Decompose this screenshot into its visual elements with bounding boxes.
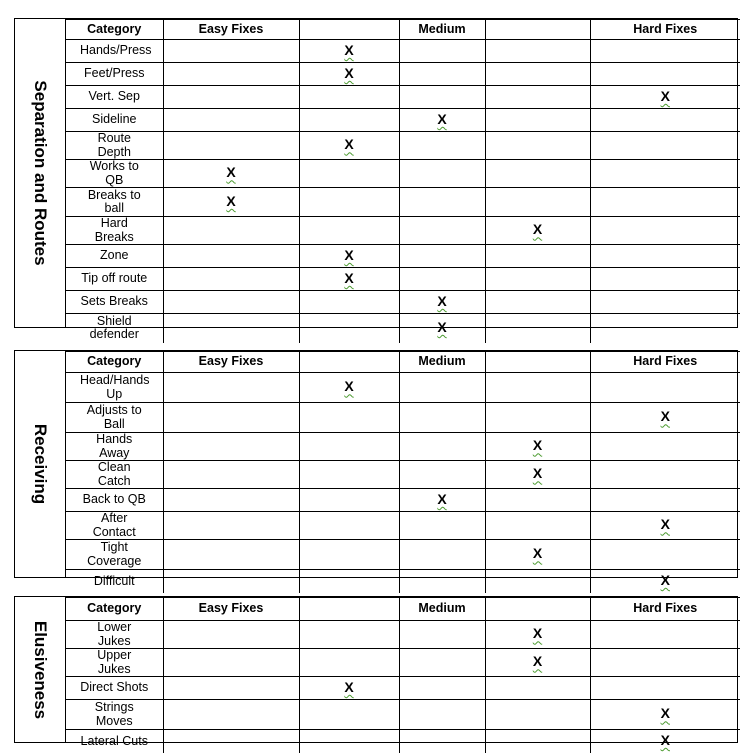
- rating-cell: [299, 217, 399, 245]
- category-cell: Sideline: [66, 109, 163, 132]
- rating-cell: [299, 86, 399, 109]
- rating-cell: [163, 403, 299, 433]
- rating-cell: [163, 489, 299, 512]
- rating-cell: [590, 268, 740, 291]
- rating-cell: [163, 700, 299, 730]
- rating-cell: [163, 63, 299, 86]
- category-cell: Lateral Cuts: [66, 730, 163, 753]
- rating-cell: [485, 314, 590, 343]
- rating-cell: [299, 700, 399, 730]
- rating-cell: [485, 489, 590, 512]
- rating-cell: [399, 268, 485, 291]
- rating-cell: [590, 730, 740, 753]
- column-header: Hard Fixes: [590, 20, 740, 40]
- rating-cell: [299, 373, 399, 403]
- check-mark: X: [437, 319, 447, 335]
- table-row: [66, 217, 740, 245]
- category-cell: Route Depth: [66, 132, 163, 160]
- category-cell: Clean Catch: [66, 461, 163, 489]
- rating-cell: [163, 540, 299, 570]
- check-mark: X: [660, 572, 670, 588]
- category-cell: Adjusts to Ball: [66, 403, 163, 433]
- rating-cell: [299, 245, 399, 268]
- rating-cell: [299, 188, 399, 217]
- rating-cell: [485, 570, 590, 593]
- rating-cell: [399, 132, 485, 160]
- category-cell: Hands Away: [66, 433, 163, 461]
- column-header: [299, 352, 399, 373]
- rating-cell: [485, 109, 590, 132]
- rating-cell: [399, 540, 485, 570]
- rating-cell: [399, 461, 485, 489]
- rating-cell: [485, 86, 590, 109]
- table-row: [66, 314, 740, 343]
- rating-cell: [399, 512, 485, 540]
- rating-cell: [399, 188, 485, 217]
- rating-cell: [590, 433, 740, 461]
- check-mark: X: [532, 653, 543, 670]
- rating-cell: [399, 433, 485, 461]
- table-row: [66, 40, 740, 63]
- rating-cell: [590, 649, 740, 677]
- rating-cell: [399, 489, 485, 512]
- rating-cell: [485, 649, 590, 677]
- rating-cell: [485, 700, 590, 730]
- rating-cell: [399, 403, 485, 433]
- rating-cell: [590, 489, 740, 512]
- rating-cell: [299, 132, 399, 160]
- check-mark: X: [532, 437, 543, 454]
- category-cell: Feet/Press: [66, 63, 163, 86]
- table-row: [66, 109, 740, 132]
- category-cell: Upper Jukes: [66, 649, 163, 677]
- rating-cell: [485, 373, 590, 403]
- check-mark: X: [532, 465, 543, 482]
- rating-cell: [163, 570, 299, 593]
- rating-cell: [485, 461, 590, 489]
- category-cell: Difficult: [66, 570, 163, 593]
- rating-cell: [590, 461, 740, 489]
- rating-cell: [163, 109, 299, 132]
- column-header: Hard Fixes: [590, 598, 740, 621]
- rating-cell: [299, 268, 399, 291]
- header-row: [66, 352, 740, 373]
- rating-table: [66, 351, 740, 593]
- check-mark: X: [660, 87, 670, 104]
- rating-cell: [399, 649, 485, 677]
- table-row: [66, 160, 740, 188]
- check-mark: X: [344, 246, 354, 263]
- table-row: [66, 512, 740, 540]
- category-cell: Direct Shots: [66, 677, 163, 700]
- section-title: Elusiveness: [31, 620, 50, 719]
- rating-cell: [163, 461, 299, 489]
- rating-cell: [399, 373, 485, 403]
- check-mark: X: [660, 516, 670, 533]
- rating-table: [66, 597, 740, 753]
- rating-cell: [590, 132, 740, 160]
- check-mark: X: [532, 625, 543, 642]
- table-row: [66, 540, 740, 570]
- column-header: Category: [66, 20, 163, 40]
- column-header: Easy Fixes: [163, 20, 299, 40]
- column-header: Category: [66, 598, 163, 621]
- column-header: [485, 598, 590, 621]
- category-cell: Sets Breaks: [66, 291, 163, 314]
- rating-cell: [299, 403, 399, 433]
- rating-cell: [163, 649, 299, 677]
- category-cell: Breaks to ball: [66, 188, 163, 217]
- rating-cell: [399, 217, 485, 245]
- rating-cell: [590, 403, 740, 433]
- rating-cell: [590, 291, 740, 314]
- table-row: [66, 461, 740, 489]
- column-header: Hard Fixes: [590, 352, 740, 373]
- rating-cell: [299, 314, 399, 343]
- section-title-cell: [15, 351, 66, 577]
- rating-cell: [485, 291, 590, 314]
- table-row: [66, 621, 740, 649]
- table-row: [66, 132, 740, 160]
- rating-cell: [163, 217, 299, 245]
- rating-cell: [485, 245, 590, 268]
- rating-cell: [590, 217, 740, 245]
- category-cell: Tight Coverage: [66, 540, 163, 570]
- rating-cell: [163, 132, 299, 160]
- rating-cell: [485, 730, 590, 753]
- rating-cell: [299, 160, 399, 188]
- check-mark: X: [344, 678, 354, 695]
- table-row: [66, 649, 740, 677]
- category-cell: Head/Hands Up: [66, 373, 163, 403]
- rating-cell: [485, 63, 590, 86]
- rating-cell: [485, 217, 590, 245]
- rating-cell: [485, 403, 590, 433]
- rating-cell: [485, 132, 590, 160]
- table-row: [66, 63, 740, 86]
- rating-cell: [399, 291, 485, 314]
- rating-cell: [485, 268, 590, 291]
- category-cell: Hands/Press: [66, 40, 163, 63]
- check-mark: X: [437, 490, 447, 507]
- category-cell: Vert. Sep: [66, 86, 163, 109]
- rating-cell: [590, 86, 740, 109]
- rating-cell: [590, 373, 740, 403]
- table-row: [66, 489, 740, 512]
- table-row: [66, 245, 740, 268]
- rating-cell: [590, 40, 740, 63]
- rating-cell: [485, 512, 590, 540]
- rating-cell: [399, 245, 485, 268]
- section-title: Receiving: [31, 423, 50, 505]
- table-row: [66, 188, 740, 217]
- rating-cell: [399, 160, 485, 188]
- rating-cell: [485, 433, 590, 461]
- rating-cell: [399, 677, 485, 700]
- rating-cell: [163, 677, 299, 700]
- rating-cell: [399, 570, 485, 593]
- rating-cell: [485, 677, 590, 700]
- column-header: [485, 20, 590, 40]
- check-mark: X: [532, 221, 543, 238]
- table-row: [66, 373, 740, 403]
- table-row: [66, 433, 740, 461]
- category-cell: Shield defender: [66, 314, 163, 343]
- check-mark: X: [660, 705, 670, 722]
- rating-cell: [590, 188, 740, 217]
- rating-cell: [299, 109, 399, 132]
- rating-cell: [399, 730, 485, 753]
- section-1: [14, 350, 738, 588]
- table-row: [66, 570, 740, 593]
- table-row: [66, 700, 740, 730]
- rating-cell: [299, 291, 399, 314]
- check-mark: X: [660, 732, 670, 748]
- rating-cell: [299, 40, 399, 63]
- rating-cell: [299, 512, 399, 540]
- check-mark: X: [344, 136, 354, 153]
- rating-cell: [485, 540, 590, 570]
- check-mark: X: [226, 192, 236, 209]
- section-2: [14, 596, 738, 748]
- rating-cell: [399, 63, 485, 86]
- table-row: [66, 730, 740, 753]
- rating-cell: [299, 63, 399, 86]
- column-header: Medium: [399, 598, 485, 621]
- rating-cell: [299, 461, 399, 489]
- table-row: [66, 86, 740, 109]
- section-title-cell: [15, 597, 66, 742]
- rating-cell: [299, 730, 399, 753]
- rating-cell: [299, 489, 399, 512]
- rating-cell: [163, 433, 299, 461]
- category-cell: Zone: [66, 245, 163, 268]
- rating-cell: [163, 730, 299, 753]
- table-row: [66, 268, 740, 291]
- section-title: Separation and Routes: [31, 80, 50, 266]
- rating-cell: [485, 40, 590, 63]
- check-mark: X: [660, 408, 670, 425]
- column-header: Medium: [399, 20, 485, 40]
- rating-cell: [163, 314, 299, 343]
- rating-cell: [299, 433, 399, 461]
- category-cell: Lower Jukes: [66, 621, 163, 649]
- rating-cell: [163, 40, 299, 63]
- rating-cell: [163, 86, 299, 109]
- rating-cell: [590, 314, 740, 343]
- check-mark: X: [344, 41, 354, 58]
- rating-cell: [590, 63, 740, 86]
- column-header: [485, 352, 590, 373]
- rating-cell: [485, 188, 590, 217]
- column-header: Category: [66, 352, 163, 373]
- rating-cell: [590, 570, 740, 593]
- rating-cell: [299, 570, 399, 593]
- rating-cell: [399, 40, 485, 63]
- rating-cell: [163, 160, 299, 188]
- column-header: [299, 598, 399, 621]
- category-cell: Hard Breaks: [66, 217, 163, 245]
- table-row: [66, 677, 740, 700]
- rating-cell: [299, 649, 399, 677]
- rating-table: [66, 19, 740, 343]
- rating-cell: [399, 109, 485, 132]
- rating-cell: [590, 160, 740, 188]
- check-mark: X: [344, 269, 354, 286]
- rating-cell: [590, 512, 740, 540]
- rating-cell: [163, 245, 299, 268]
- check-mark: X: [532, 545, 543, 562]
- section-0: [14, 18, 738, 342]
- category-cell: Works to QB: [66, 160, 163, 188]
- check-mark: X: [344, 64, 354, 81]
- rating-cell: [163, 373, 299, 403]
- category-cell: Tip off route: [66, 268, 163, 291]
- rating-cell: [590, 540, 740, 570]
- rating-cell: [399, 700, 485, 730]
- category-cell: Strings Moves: [66, 700, 163, 730]
- column-header: Easy Fixes: [163, 352, 299, 373]
- header-row: [66, 20, 740, 40]
- rating-cell: [299, 621, 399, 649]
- header-row: [66, 598, 740, 621]
- check-mark: X: [437, 110, 447, 127]
- rating-cell: [590, 109, 740, 132]
- check-mark: X: [226, 164, 236, 181]
- rating-cell: [163, 268, 299, 291]
- rating-cell: [590, 245, 740, 268]
- rating-cell: [399, 86, 485, 109]
- rating-cell: [590, 677, 740, 700]
- column-header: [299, 20, 399, 40]
- rating-cell: [590, 700, 740, 730]
- rating-cell: [163, 621, 299, 649]
- rating-cell: [163, 188, 299, 217]
- rating-cell: [299, 540, 399, 570]
- category-cell: Back to QB: [66, 489, 163, 512]
- column-header: Medium: [399, 352, 485, 373]
- rating-cell: [163, 512, 299, 540]
- check-mark: X: [344, 378, 354, 395]
- table-row: [66, 403, 740, 433]
- rating-cell: [485, 621, 590, 649]
- rating-cell: [485, 160, 590, 188]
- rating-cell: [590, 621, 740, 649]
- section-title-cell: [15, 19, 66, 327]
- rating-cell: [399, 621, 485, 649]
- rating-cell: [163, 291, 299, 314]
- table-row: [66, 291, 740, 314]
- column-header: Easy Fixes: [163, 598, 299, 621]
- rating-cell: [299, 677, 399, 700]
- category-cell: After Contact: [66, 512, 163, 540]
- check-mark: X: [437, 292, 447, 309]
- rating-cell: [399, 314, 485, 343]
